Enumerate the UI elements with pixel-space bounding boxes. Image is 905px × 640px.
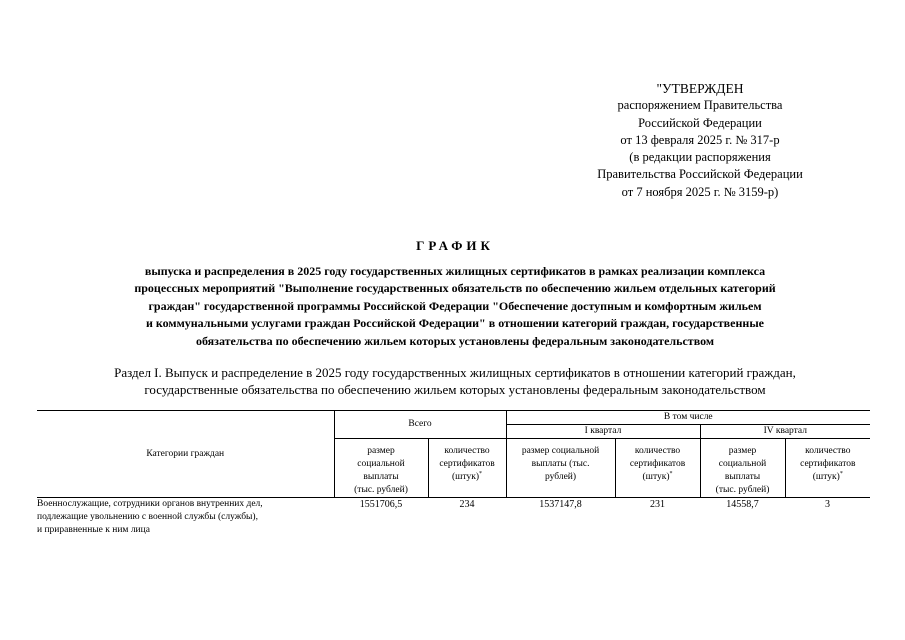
approval-line: Правительства Российской Федерации bbox=[597, 167, 803, 182]
header-quarter-4: IV квартал bbox=[700, 425, 870, 439]
subtitle-line: обязательства по обеспечению жильем которых установлены федеральным законодательством bbox=[195, 333, 715, 348]
approval-line: распоряжением Правительства bbox=[617, 98, 783, 113]
subtitle-line: и коммунальными услугами граждан Российской Федерации" в отношении категорий граждан, государственные bbox=[145, 316, 765, 331]
cell-q1-count: 231 bbox=[650, 499, 666, 510]
document-subtitle bbox=[40, 263, 870, 350]
cell-total-count: 234 bbox=[459, 499, 475, 510]
approval-date: от 13 февраля 2025 г. № 317-р bbox=[620, 132, 780, 147]
cell-q4-count: 3 bbox=[825, 499, 831, 510]
header-quarter-1: I квартал bbox=[506, 425, 700, 439]
header-q1-payment: размер социальной выплаты (тыс. рублей) bbox=[506, 439, 615, 498]
subtitle-line: выпуска и распределения в 2025 году государственных жилищных сертификатов в рамках реализации комплекса bbox=[144, 264, 766, 278]
table-row bbox=[37, 498, 870, 538]
header-total-count: количество сертификатов (штук)* bbox=[428, 439, 506, 498]
row-category: Военнослужащие, сотрудники органов внутренних дел, подлежащие увольнению с военной службы (службы), и приравненные к ним лица bbox=[37, 499, 263, 535]
header-q4-count: количество сертификатов (штук)* bbox=[785, 439, 870, 498]
approval-amendment-date: от 7 ноября 2025 г. № 3159-р) bbox=[621, 184, 779, 199]
cell-total-payment: 1551706,5 bbox=[359, 499, 403, 510]
footnote-mark: * bbox=[479, 470, 483, 477]
cell-q4-payment: 14558,7 bbox=[726, 499, 759, 510]
subtitle-line: процессных мероприятий "Выполнение государственных обязательств по обеспечению жильем отдельных категорий bbox=[134, 281, 776, 296]
footnote-mark: * bbox=[669, 470, 673, 477]
subtitle-line: граждан" государственной программы Российской Федерации "Обеспечение доступным и комфортным жильем bbox=[148, 298, 762, 313]
header-q4-payment: размер социальной выплаты (тыс. рублей) bbox=[700, 439, 785, 498]
approval-block bbox=[560, 80, 840, 201]
header-total-payment: размер социальной выплаты (тыс. рублей) bbox=[334, 439, 428, 498]
approval-heading: "УТВЕРЖДЕН bbox=[656, 81, 744, 96]
header-including: В том числе bbox=[506, 411, 870, 425]
cell-q1-payment: 1537147,8 bbox=[539, 499, 582, 510]
header-q1-count: количество сертификатов (штук)* bbox=[615, 439, 700, 498]
section-line: Раздел I. Выпуск и распределение в 2025 году государственных жилищных сертификатов в отношении категорий граждан, bbox=[114, 365, 796, 380]
section-line: государственные обязательства по обеспечению жильем которых установлены федеральным законодательством bbox=[144, 382, 766, 398]
approval-line: (в редакции распоряжения bbox=[629, 150, 771, 165]
header-categories: Категории граждан bbox=[37, 411, 334, 498]
certificates-table bbox=[37, 410, 870, 537]
document-title: ГРАФИК bbox=[416, 238, 494, 253]
section-heading bbox=[40, 364, 870, 399]
approval-line: Российской Федерации bbox=[638, 115, 762, 130]
footnote-mark: * bbox=[839, 470, 843, 477]
header-total: Всего bbox=[334, 411, 506, 439]
